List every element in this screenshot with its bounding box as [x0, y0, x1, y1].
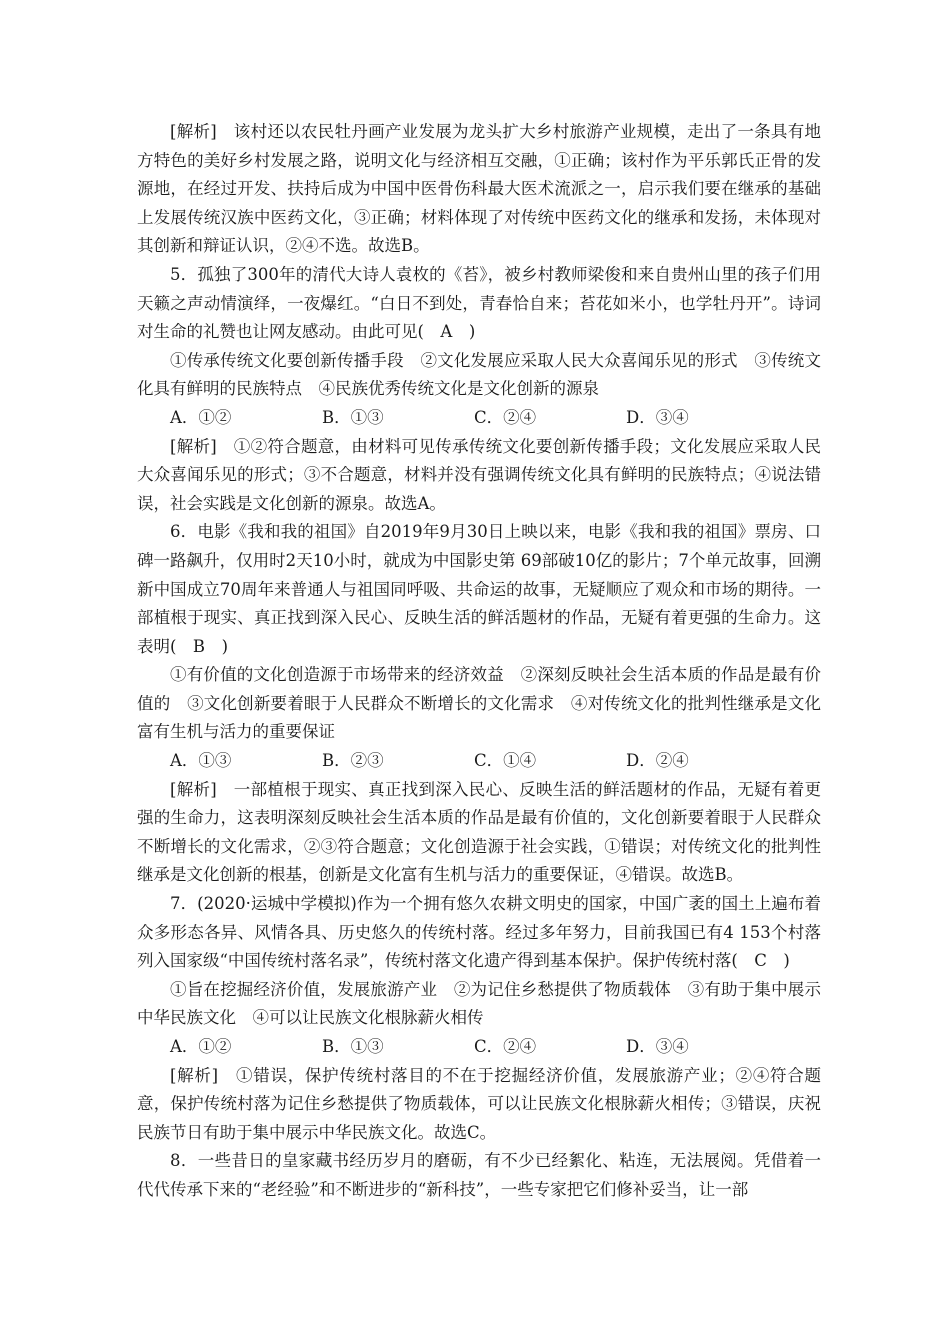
answer-option: B．②③: [322, 751, 384, 771]
paragraph: ①旨在挖掘经济价值，发展旅游产业 ②为记住乡愁提供了物质载体 ③有助于集中展示中华民族文化 ④可以让民族文化根脉薪火相传: [137, 979, 821, 1028]
answer-option: C．①④: [474, 751, 537, 771]
answer-option: C．②④: [474, 1037, 537, 1056]
answer-options: [137, 1033, 821, 1062]
answer-option: A．①②: [170, 407, 232, 427]
answer-option: B．①③: [322, 407, 384, 427]
paragraph: [解析] 该村还以农民牡丹画产业发展为龙头扩大乡村旅游产业规模，走出了一条具有地方特色的美好乡村发展之路，说明文化与经济相互交融，①正确；该村作为平乐郭氏正骨的发源地，在经过开发、扶持后成为中国中医骨伤科最大医术流派之一，启示我们要在继承的基础上发展传统汉族中医药文化，③正确；材料体现了对传统中医药文化的继承和发扬，未体现对其创新和辩证认识，②④不选。故选B。: [137, 122, 821, 256]
paragraph: 7．(2020·运城中学模拟)作为一个拥有悠久农耕文明史的国家，中国广袤的国土上遍布着众多形态各异、风情各具、历史悠久的传统村落。经过多年努力，目前我国已有4 153个村落列入国家级“中国传统村落名录”，传统村落文化遗产得到基本保护。保护传统村落( C ): [137, 894, 821, 971]
answer-option: A．①②: [170, 1037, 232, 1056]
paragraph: 5．孤独了300年的清代大诗人袁枚的《苔》，被乡村教师梁俊和来自贵州山里的孩子们用天籁之声动情演绎，一夜爆红。“白日不到处，青春恰自来；苔花如米小，也学牡丹开”。诗词对生命的礼赞也让网友感动。由此可见( A ): [137, 264, 821, 342]
paragraph: ①传承传统文化要创新传播手段 ②文化发展应采取人民大众喜闻乐见的形式 ③传统文化具有鲜明的民族特点 ④民族优秀传统文化是文化创新的源泉: [137, 350, 821, 399]
answer-option: B．①③: [322, 1037, 384, 1056]
paragraph: [解析] ①错误，保护传统村落目的不在于挖掘经济价值，发展旅游产业；②④符合题意，保护传统村落为记住乡愁提供了物质载体，可以让民族文化根脉薪火相传；③错误，庆祝民族节日有助于集中展示中华民族文化。故选C。: [137, 1065, 821, 1142]
paragraph: [解析] ①②符合题意，由材料可见传承传统文化要创新传播手段；文化发展应采取人民大众喜闻乐见的形式；③不合题意，材料并没有强调传统文化具有鲜明的民族特点；④说法错误，社会实践是文化创新的源泉。故选A。: [137, 436, 821, 513]
paragraph: [解析] 一部植根于现实、真正找到深入民心、反映生活的鲜活题材的作品，无疑有着更强的生命力，这表明深刻反映社会生活本质的作品是最有价值的，文化创新要着眼于人民群众不断增长的文化需求，②③符合题意；文化创造源于社会实践，①错误；对传统文化的批判性继承是文化创新的根基，创新是文化富有生机与活力的重要保证，④错误。故选B。: [137, 779, 821, 885]
answer-option: C．②④: [474, 407, 537, 427]
answer-option: D．③④: [626, 407, 689, 427]
answer-options: [137, 747, 821, 776]
answer-options: [137, 404, 821, 433]
paragraph: 6．电影《我和我的祖国》自2019年9月30日上映以来，电影《我和我的祖国》票房、口碑一路飙升，仅用时2天10小时，就成为中国影史第 69部破10亿的影片；7个单元故事，回溯新中国成立70周年来普通人与祖国同呼吸、共命运的故事，无疑顺应了观众和市场的期待。一部植根于现实、真正找到深入民心、反映生活的鲜活题材的作品，无疑有着更强的生命力。这表明( B ): [137, 522, 821, 656]
answer-option: A．①③: [170, 751, 232, 771]
paragraph: 8．一些昔日的皇家藏书经历岁月的磨砺，有不少已经絮化、粘连，无法展阅。凭借着一代代传承下来的“老经验”和不断进步的“新科技”，一些专家把它们修补妥当，让一部: [137, 1151, 821, 1199]
answer-option: D．②④: [626, 751, 689, 771]
document-page: [137, 118, 821, 1205]
answer-option: D．③④: [626, 1037, 689, 1056]
paragraph: ①有价值的文化创造源于市场带来的经济效益 ②深刻反映社会生活本质的作品是最有价值的 ③文化创新要着眼于人民群众不断增长的文化需求 ④对传统文化的批判性继承是文化富有生机与活力的重要保证: [137, 665, 821, 742]
